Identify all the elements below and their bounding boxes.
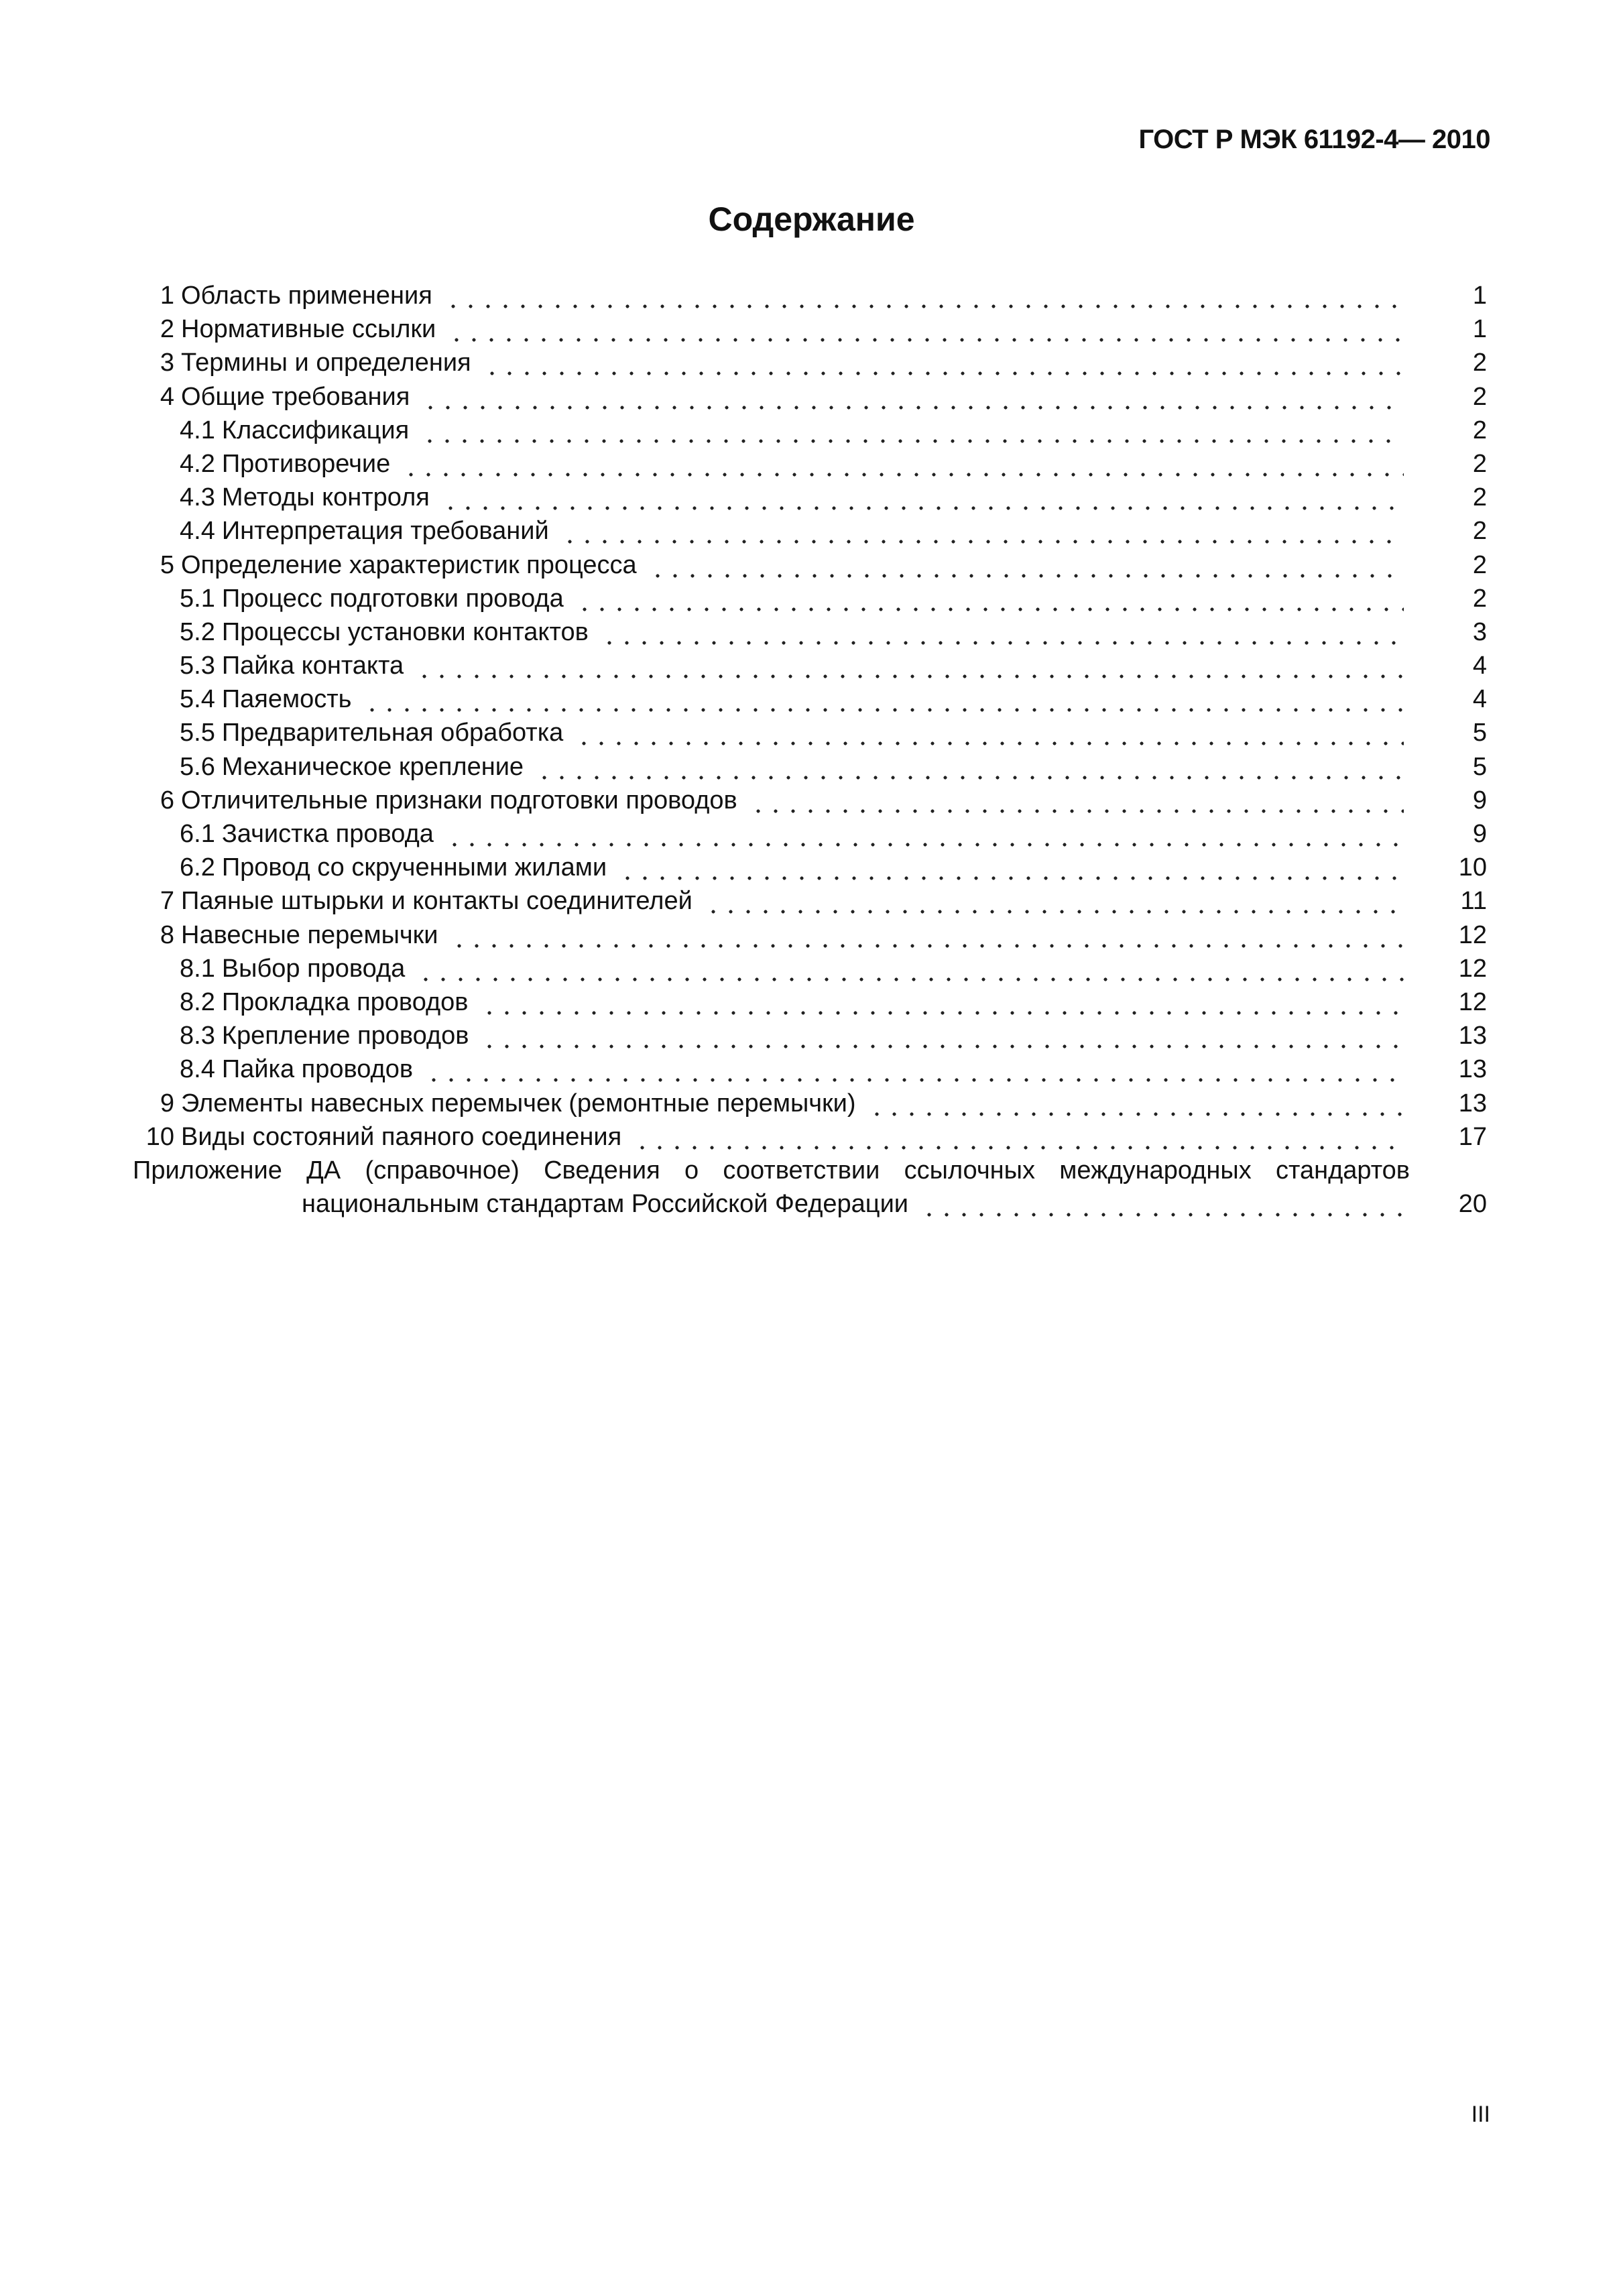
toc-entry[interactable] <box>134 548 1487 582</box>
toc-entry-page: 2 <box>1472 416 1487 444</box>
toc-entry[interactable] <box>134 884 1487 918</box>
dot-leader <box>561 514 1404 548</box>
dot-leader <box>536 750 1404 784</box>
toc-entry-page: 5 <box>1472 752 1487 781</box>
toc-entry-label: Пайка контакта <box>221 652 404 680</box>
toc-entry[interactable] <box>134 952 1487 985</box>
toc-entry-label: Противоречие <box>221 449 391 478</box>
toc-entry[interactable] <box>134 1019 1487 1052</box>
dot-leader <box>483 346 1404 379</box>
table-of-contents <box>134 279 1487 1221</box>
dot-leader <box>705 884 1404 918</box>
dot-leader <box>444 279 1404 312</box>
dot-leader <box>448 312 1404 346</box>
appendix-title-line1: Приложение ДА (справочное) Сведения о соответствии ссылочных международных стандартов <box>133 1156 1410 1185</box>
toc-entry-number: 3 <box>160 349 174 377</box>
toc-entry-page: 5 <box>1472 719 1487 747</box>
toc-entry[interactable] <box>134 615 1487 649</box>
dot-leader <box>416 649 1404 682</box>
toc-entry[interactable] <box>134 682 1487 716</box>
dot-leader <box>649 548 1404 582</box>
toc-entry-number: 2 <box>160 315 174 344</box>
toc-entry-number: 5.4 <box>180 685 215 714</box>
toc-entry-page: 13 <box>1458 1089 1487 1117</box>
toc-entry-label: Крепление проводов <box>221 1022 469 1050</box>
toc-entry-page: 2 <box>1472 584 1487 613</box>
toc-entry-label: Пайка проводов <box>221 1055 414 1084</box>
appendix-title-line2-row <box>134 1187 1487 1221</box>
dot-leader <box>749 784 1404 817</box>
toc-entry-page: 10 <box>1458 853 1487 882</box>
dot-leader <box>576 582 1404 615</box>
toc-entry-number: 8.1 <box>180 954 215 983</box>
toc-entry-label: Процесс подготовки провода <box>221 584 564 613</box>
toc-entry-label: Предварительная обработка <box>221 719 564 747</box>
toc-entry-page: 1 <box>1472 315 1487 344</box>
toc-entry[interactable] <box>134 918 1487 952</box>
toc-entry[interactable] <box>134 447 1487 481</box>
toc-entry[interactable] <box>134 582 1487 615</box>
toc-entry[interactable] <box>134 312 1487 346</box>
dot-leader <box>481 1019 1404 1052</box>
toc-entry-number: 7 <box>160 887 174 916</box>
toc-entry-page: 13 <box>1458 1022 1487 1050</box>
toc-entry[interactable] <box>134 784 1487 817</box>
toc-entry[interactable] <box>134 750 1487 784</box>
dot-leader <box>619 851 1404 884</box>
toc-entry-page: 4 <box>1472 652 1487 680</box>
toc-entry-label: Провод со скрученными жилами <box>221 853 607 882</box>
toc-entry-page: 2 <box>1472 449 1487 478</box>
dot-leader <box>868 1087 1404 1120</box>
toc-entry-number: 6.2 <box>180 853 215 882</box>
dot-leader <box>575 716 1404 749</box>
dot-leader <box>634 1120 1404 1154</box>
toc-entry-page: 2 <box>1472 483 1487 512</box>
appendix-page-number: 20 <box>1458 1189 1487 1218</box>
toc-entry-label: Паяные штырьки и контакты соединителей <box>181 887 693 916</box>
dot-leader <box>363 682 1404 716</box>
toc-entry[interactable] <box>134 514 1487 548</box>
toc-entry-label: Термины и определения <box>181 349 471 377</box>
toc-entry-page: 9 <box>1472 820 1487 848</box>
toc-entry-label: Интерпретация требований <box>221 517 549 546</box>
toc-entry[interactable] <box>134 414 1487 447</box>
toc-entry-label: Выбор провода <box>221 954 406 983</box>
toc-entry-number: 8.3 <box>180 1022 215 1050</box>
toc-entry[interactable] <box>134 985 1487 1019</box>
toc-entry-label: Виды состояний паяного соединения <box>181 1122 622 1151</box>
dot-leader <box>421 414 1404 447</box>
toc-entry-label: Прокладка проводов <box>221 987 469 1016</box>
toc-entry-label: Нормативные ссылки <box>181 315 436 344</box>
toc-entry[interactable] <box>134 380 1487 414</box>
toc-entry-number: 4.4 <box>180 517 215 546</box>
page-number: III <box>1471 2102 1490 2127</box>
toc-entry-page: 11 <box>1460 887 1487 916</box>
page-title: Содержание <box>708 200 915 238</box>
toc-entry[interactable] <box>134 1052 1487 1086</box>
toc-entry-label: Навесные перемычки <box>181 920 438 949</box>
toc-entry-page: 2 <box>1472 382 1487 411</box>
toc-entry-page: 12 <box>1458 954 1487 983</box>
toc-entry-number: 8.2 <box>180 987 215 1016</box>
toc-entry-page: 1 <box>1472 282 1487 310</box>
toc-entry-number: 4.2 <box>180 449 215 478</box>
toc-entry-page: 2 <box>1472 517 1487 546</box>
toc-entry-page: 13 <box>1458 1055 1487 1084</box>
toc-entry-number: 1 <box>160 282 174 310</box>
toc-entry[interactable] <box>134 481 1487 514</box>
toc-entry-page: 3 <box>1472 617 1487 646</box>
dot-leader <box>402 447 1404 481</box>
toc-entry[interactable] <box>134 1087 1487 1120</box>
document-header: ГОСТ Р МЭК 61192-4— 2010 <box>1138 125 1490 154</box>
toc-entry[interactable] <box>134 851 1487 884</box>
dot-leader <box>481 985 1404 1019</box>
toc-entry[interactable] <box>134 817 1487 851</box>
toc-entry-number: 5.5 <box>180 719 215 747</box>
toc-entry-number: 4.3 <box>180 483 215 512</box>
toc-entry-page: 17 <box>1458 1122 1487 1151</box>
toc-entry-number: 9 <box>160 1089 174 1117</box>
toc-entry[interactable] <box>134 716 1487 749</box>
dot-leader <box>422 380 1404 414</box>
toc-entry-label: Зачистка провода <box>221 820 434 848</box>
toc-entry-number: 4 <box>160 382 174 411</box>
toc-entry-page: 9 <box>1472 786 1487 814</box>
toc-entry[interactable] <box>134 1120 1487 1154</box>
toc-entry-label: Элементы навесных перемычек (ремонтные перемычки) <box>181 1089 856 1117</box>
dot-leader <box>920 1187 1404 1221</box>
toc-entry-page: 2 <box>1472 349 1487 377</box>
dot-leader <box>425 1052 1404 1086</box>
dot-leader <box>446 817 1404 851</box>
toc-entry-page: 4 <box>1472 685 1487 714</box>
toc-entry-label: Отличительные признаки подготовки проводов <box>181 786 737 814</box>
toc-entry[interactable] <box>134 649 1487 682</box>
toc-appendix-entry[interactable] <box>134 1154 1487 1221</box>
toc-entry-number: 5.2 <box>180 617 215 646</box>
toc-entry-label: Процессы установки контактов <box>221 617 589 646</box>
toc-entry-page: 12 <box>1458 920 1487 949</box>
toc-entry-number: 5 <box>160 550 174 579</box>
toc-entry-number: 10 <box>145 1122 174 1151</box>
toc-entry-label: Методы контроля <box>221 483 430 512</box>
toc-entry-page: 2 <box>1472 550 1487 579</box>
toc-entry-number: 4.1 <box>180 416 215 444</box>
toc-rows <box>134 279 1487 1154</box>
toc-entry-label: Общие требования <box>181 382 410 411</box>
toc-entry-label: Определение характеристик процесса <box>181 550 637 579</box>
toc-entry-label: Классификация <box>221 416 410 444</box>
toc-entry-number: 5.6 <box>180 752 215 781</box>
dot-leader <box>417 952 1404 985</box>
dot-leader <box>442 481 1404 514</box>
toc-entry-number: 8 <box>160 920 174 949</box>
toc-entry-number: 5.1 <box>180 584 215 613</box>
dot-leader <box>450 918 1404 952</box>
toc-entry-number: 6.1 <box>180 820 215 848</box>
toc-entry-label: Область применения <box>181 282 432 310</box>
appendix-title-line2: национальным стандартам Российской Федерации <box>302 1189 909 1218</box>
toc-entry-page: 12 <box>1458 987 1487 1016</box>
toc-entry-number: 5.3 <box>180 652 215 680</box>
toc-entry-label: Механическое крепление <box>221 752 524 781</box>
dot-leader <box>601 615 1404 649</box>
toc-entry-number: 6 <box>160 786 174 814</box>
toc-entry-number: 8.4 <box>180 1055 215 1084</box>
toc-entry-label: Паяемость <box>221 685 352 714</box>
toc-entry[interactable] <box>134 346 1487 379</box>
toc-entry[interactable] <box>134 279 1487 312</box>
